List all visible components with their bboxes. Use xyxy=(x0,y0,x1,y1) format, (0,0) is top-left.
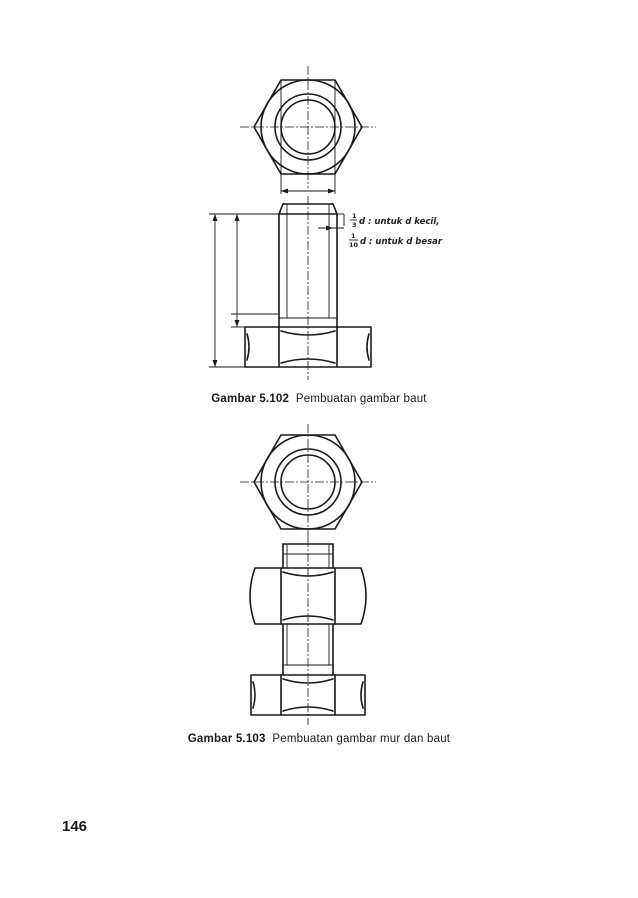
bolt-drawing xyxy=(0,0,638,420)
nut-top-view xyxy=(240,424,376,540)
note-1-denominator: 3 xyxy=(352,221,357,229)
figure-1-caption xyxy=(0,393,638,405)
figure-1-label: Gambar 5.102 xyxy=(211,393,290,405)
figure-bolt xyxy=(0,0,638,420)
figure-2-caption xyxy=(0,733,638,745)
chamfer-leader xyxy=(318,214,344,231)
bolt-length-dimensions xyxy=(209,214,279,367)
note-2-denominator: 10 xyxy=(349,241,359,249)
note-1-text: d : untuk d kecil, xyxy=(359,217,440,227)
note-2-numerator: 1 xyxy=(351,232,356,240)
figure-2-text: Pembuatan gambar mur dan baut xyxy=(272,733,451,745)
figure-nut-bolt xyxy=(0,420,638,760)
nut-bolt-side-view xyxy=(250,538,366,725)
figure-2-label: Gambar 5.103 xyxy=(187,733,266,745)
note-2-text: d : untuk d besar xyxy=(360,237,443,247)
figure-1-text: Pembuatan gambar baut xyxy=(295,393,427,405)
note-1-numerator: 1 xyxy=(352,212,357,220)
chamfer-note xyxy=(349,212,443,249)
page-number: 146 xyxy=(62,818,88,835)
bolt-top-view xyxy=(240,66,376,194)
dimension-across-flats xyxy=(281,189,335,194)
nut-bolt-drawing xyxy=(0,420,638,760)
